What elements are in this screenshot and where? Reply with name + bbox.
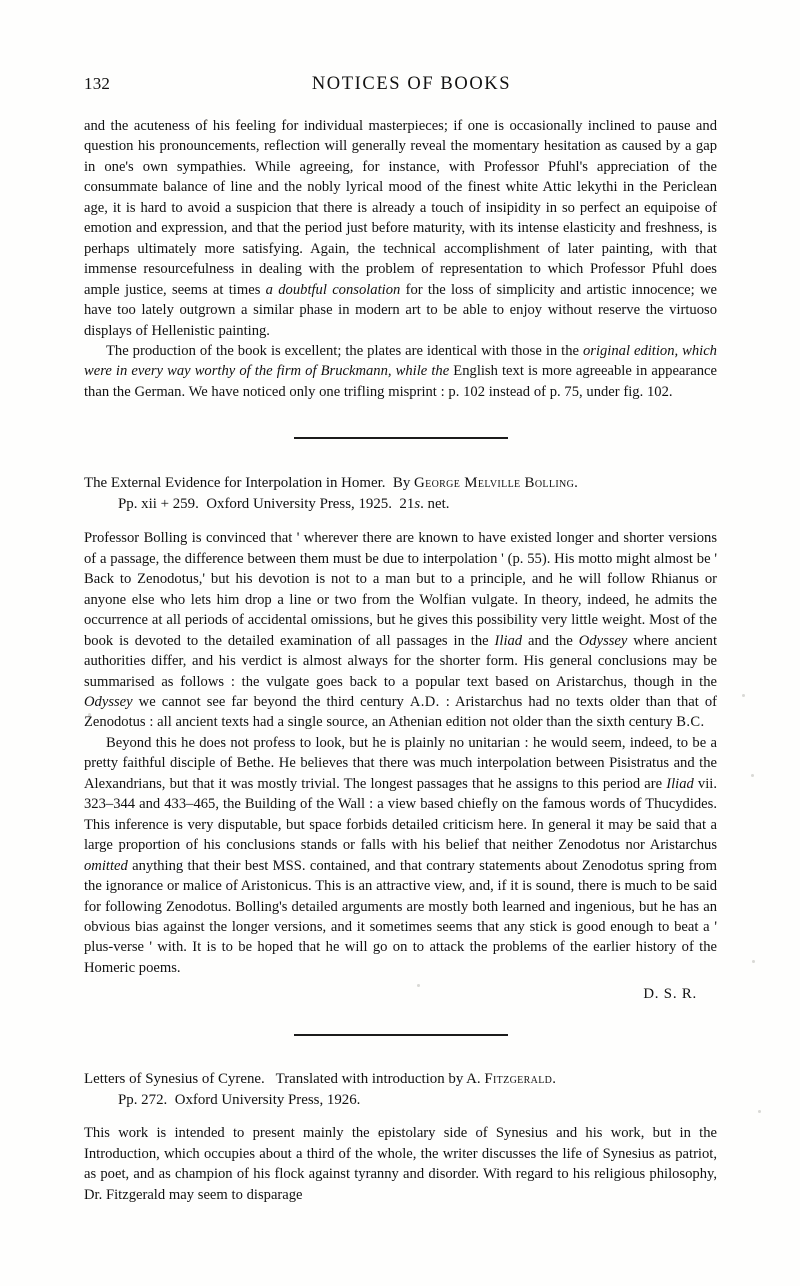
book-title: The External Evidence for Interpolation in Homer.	[84, 475, 386, 492]
book-publisher: Oxford University Press, 1926.	[174, 1092, 361, 1109]
text-run: English text is more agreeable in appearance than the German. We have noticed only one trifling misprint : p. 102 instead of p. 75, under fig. 102.	[84, 363, 717, 400]
book-title: Letters of Synesius of Cyrene.	[84, 1071, 265, 1088]
page-number: 132	[84, 74, 111, 93]
horizontal-rule	[294, 437, 508, 439]
text-run: where ancient authorities differ, and his verdict is almost always for the shorter form. His general conclusions may be summarised as follows : the vulgate goes back to a popular text based on Aristarchus, though in the	[84, 632, 717, 690]
text-run: vii. 323–344 and 433–465, the Building of the Wall : a view based chiefly on the famous words of Thucydides. This inference is very disputable, but space forbids detailed criticism here. In general it may be said that a large proportion of his conclusions stands or falls with his belief that neither Zenodotus nor Aristarchus	[84, 775, 717, 854]
text-run-italic: a doubtful consolation	[265, 281, 401, 298]
text-run: and the acuteness of his feeling for individual masterpieces; if one is occasionally inclined to pause and question his pronouncements, reflection will generally reveal the momentary hesitation as caused by a gap in one's own sympathies. While agreeing, for instance, with Professor Pfuhl's appreciation of the consummate balance of line and the nobly lyrical mood of the finest white Attic lekythi in the Periclean age, it is hard to avoid a suspicion that there is already a touch of insipidity in so perfect an equipoise of emotion and expression, and that the period just before maturity, with its intense elasticity and freshness, is perhaps ultimately more satisfying. Again, the technical accomplishment of later painting, with that immense resourcefulness in dealing with the problem of representation to which Professor Pfuhl does ample justice, seems at times	[84, 118, 717, 298]
paragraph	[84, 528, 717, 733]
text-run: : Aristarchus had no texts older than that of Zenodotus : all ancient texts had a single source, an Athenian edition not older than the sixth century	[84, 693, 717, 731]
text-run: Beyond this he does not profess to look, but he is plainly no unitarian : he would seem, indeed, to be a pretty faithful disciple of Bethe. He believes that there was much interpolation between Pisistratus and the Alexandrians, but that it was mostly trivial. The longest passages that he assigns to this period are	[84, 734, 717, 792]
paragraph	[84, 1123, 717, 1205]
book-pages: Pp. 272.	[118, 1092, 168, 1109]
running-head	[84, 74, 717, 116]
text-run-italic: Iliad	[666, 775, 694, 792]
price-tail: . net.	[420, 496, 450, 513]
paragraph-continuation	[84, 116, 717, 341]
scan-speckle	[742, 694, 745, 697]
book-author: George Melville Bolling.	[414, 475, 579, 492]
text-run-italic: Odyssey	[84, 693, 133, 710]
text-run-italic: original edition, which were in every way worthy of the firm of Bruckmann, while the	[84, 342, 717, 380]
book-translator: Fitzgerald.	[484, 1071, 557, 1088]
text-run-smallcaps: B.C.	[676, 714, 705, 731]
scan-speckle	[751, 774, 754, 777]
price-number: 21	[399, 496, 415, 513]
text-run: The production of the book is excellent; the plates are identical with those in the	[106, 342, 583, 359]
text-run: Professor Bolling is convinced that ' wherever there are known to have existed longer and shorter versions of a passage, the difference between them must be due to interpolation ' (p. 55). His motto might almost be ' Back to Zenodotus,' but his devotion is not to a man but to a principle, and he will follow Rhianus or anyone else who lets him drop a line or two from the Wolfian vulgate. In theory, indeed, he admits the occurrence at all periods of accidental omissions, but he gives this possibility very little weight. Most of the book is devoted to the detailed examination of all passages in the	[84, 530, 717, 649]
book-imprint-line	[84, 1090, 717, 1111]
book-heading	[84, 473, 717, 515]
paragraph	[84, 341, 717, 402]
text-run: anything that their best MSS. contained, and that contrary statements about Zenodotus spring from the ignorance or malice of Aristonicus. This is an attractive view, and, if it is sound, there is much to be said for following Zenodotus. Bolling's detailed arguments are mostly both learned and ingenious, but he has an obvious bias against the longer versions, and it sometimes seems that any stick is good enough to beat a ' plus-verse ' with. It is to be hoped that he will go on to attack the problems of the earlier history of the Homeric poems.	[84, 857, 717, 976]
by-label: By	[392, 475, 411, 492]
book-price	[399, 496, 449, 512]
reviewer-initials: D. S. R.	[643, 986, 697, 1003]
text-run-smallcaps: A.D.	[409, 693, 440, 710]
text-run: This work is intended to present mainly the epistolary side of Synesius and his work, but in the Introduction, which occupies about a third of the whole, the writer discusses the life of Synesius as patriot, as poet, and as champion of his flock against tyranny and disorder. With regard to his religious philosophy, Dr. Fitzgerald may seem to disparage	[84, 1125, 717, 1203]
section-divider	[84, 428, 717, 446]
translator-label: Translated with introduction by A.	[275, 1071, 481, 1088]
book-imprint-line	[84, 494, 717, 515]
text-run: and the	[522, 632, 579, 649]
text-run-italic: Odyssey	[578, 632, 628, 649]
book-heading	[84, 1069, 717, 1111]
horizontal-rule	[294, 1034, 508, 1036]
running-head-title: NOTICES OF BOOKS	[311, 74, 512, 94]
text-run: we cannot see far beyond the third century	[132, 693, 410, 710]
scan-speckle	[758, 1110, 761, 1113]
text-run-italic: omitted	[84, 857, 128, 874]
scan-speckle	[752, 960, 755, 963]
text-run-italic: Iliad	[494, 632, 523, 649]
book-pages: Pp. xii + 259.	[118, 496, 199, 513]
page-content	[84, 74, 717, 1205]
section-divider	[84, 1025, 717, 1043]
book-publisher: Oxford University Press, 1925.	[206, 496, 392, 513]
paragraph	[84, 733, 717, 978]
text-run: for the loss of simplicity and artistic innocence; we have too lately outgrown a similar phase in modern art to be able to enjoy without reserve the virtuoso displays of Hellenistic painting.	[84, 281, 717, 339]
price-unit: s	[414, 496, 421, 513]
